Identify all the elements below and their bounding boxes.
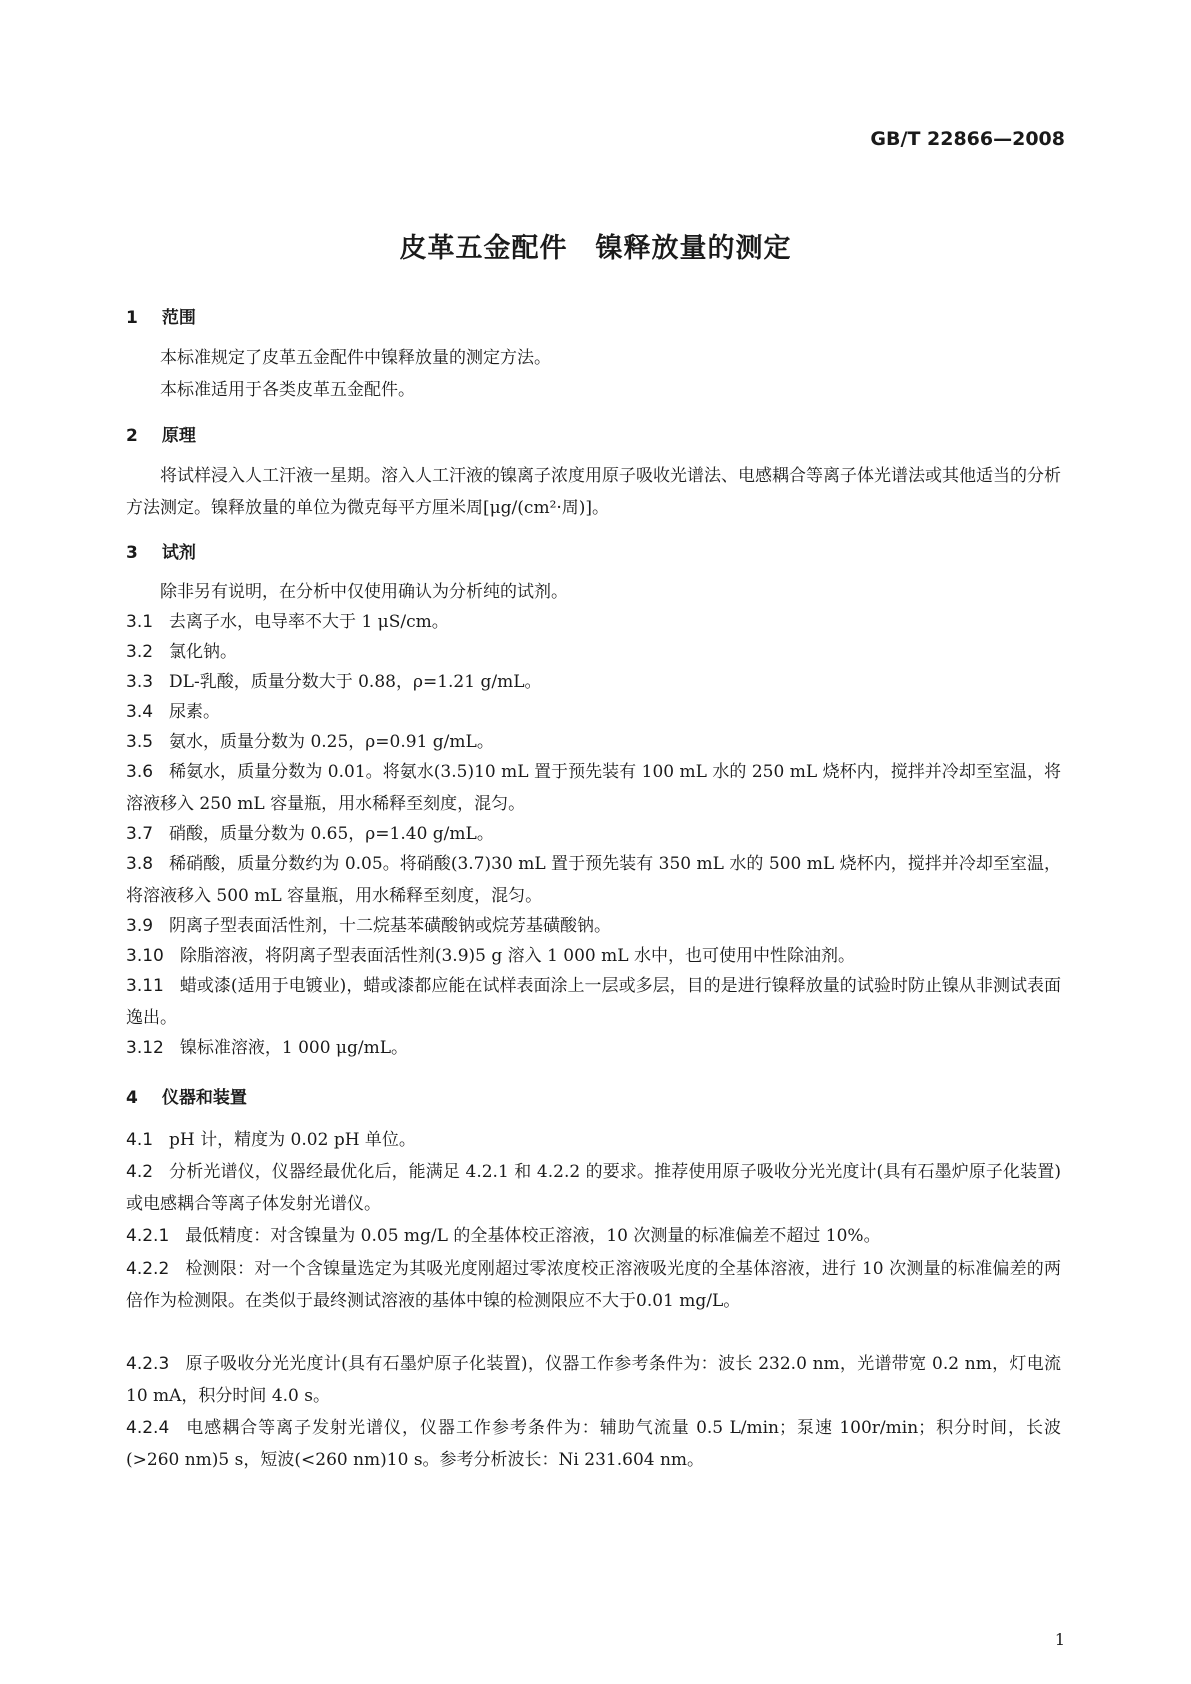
list-item	[126, 940, 1061, 972]
paragraph: 本标准规定了皮革五金配件中镍释放量的测定方法。	[160, 348, 551, 368]
item-number: 3.6	[126, 762, 154, 782]
list-item	[126, 696, 1061, 728]
item-text: 氯化钠。	[169, 642, 238, 662]
section-number: 3	[126, 543, 138, 563]
list-item	[126, 726, 1061, 758]
item-text: 稀氨水，质量分数为 0.01。将氨水(3.5)10 mL 置于预先装有 100 mL 水的 250 mL 烧杯内，搅拌并冷却至室温，将溶液移入 250 mL 容量瓶，用水稀释至刻度，混匀。	[126, 762, 1061, 814]
section-number: 2	[126, 426, 138, 446]
item-text: 检测限：对一个含镍量选定为其吸光度刚超过零浓度校正溶液吸光度的全基体溶液，进行 10 次测量的标准偏差的两倍作为检测限。在类似于最终测试溶液的基体中镍的检测限应不大于0.01 mg/L。	[126, 1259, 1061, 1311]
item-text: 除脂溶液，将阴离子型表面活性剂(3.9)5 g 溶入 1 000 mL 水中，也可使用中性除油剂。	[179, 946, 855, 966]
standard-code: GB/T 22866—2008	[870, 128, 1065, 150]
item-text: 硝酸，质量分数为 0.65，ρ=1.40 g/mL。	[169, 824, 494, 844]
list-item	[126, 756, 1061, 820]
list-item	[126, 818, 1061, 850]
document-title: 皮革五金配件 镍释放量的测定	[399, 233, 792, 264]
list-item	[126, 1348, 1061, 1412]
item-number: 3.7	[126, 824, 154, 844]
item-text: 尿素。	[169, 702, 221, 722]
section-number: 1	[126, 308, 138, 328]
item-number: 3.1	[126, 612, 154, 632]
paragraph: 除非另有说明，在分析中仅使用确认为分析纯的试剂。	[160, 582, 568, 602]
list-item	[126, 606, 1061, 638]
list-item	[126, 666, 1061, 698]
section-title: 试剂	[161, 543, 196, 563]
list-item	[126, 1220, 1061, 1252]
page-number: 1	[1054, 1630, 1065, 1649]
item-text: 分析光谱仪，仪器经最优化后，能满足 4.2.1 和 4.2.2 的要求。推荐使用原子吸收分光光度计(具有石墨炉原子化装置)或电感耦合等离子体发射光谱仪。	[126, 1162, 1061, 1214]
item-number: 4.1	[126, 1130, 154, 1150]
item-text: 最低精度：对含镍量为 0.05 mg/L 的全基体校正溶液，10 次测量的标准偏差不超过 10%。	[185, 1226, 881, 1246]
item-text: 稀硝酸，质量分数约为 0.05。将硝酸(3.7)30 mL 置于预先装有 350 mL 水的 500 mL 烧杯内，搅拌并冷却至室温，将溶液移入 500 mL 容量瓶，用水稀释至刻度，混匀。	[126, 854, 1061, 906]
item-number: 3.5	[126, 732, 154, 752]
item-text: 镍标准溶液，1 000 μg/mL。	[179, 1038, 408, 1058]
list-item	[126, 970, 1061, 1034]
list-item	[126, 1412, 1061, 1476]
list-item	[126, 1156, 1061, 1220]
item-number: 3.2	[126, 642, 154, 662]
section-heading-apparatus	[126, 1083, 247, 1108]
item-text: 去离子水，电导率不大于 1 μS/cm。	[169, 612, 449, 632]
paragraph: 本标准适用于各类皮革五金配件。	[160, 380, 415, 400]
item-text: 原子吸收分光光度计(具有石墨炉原子化装置)，仪器工作参考条件为：波长 232.0 nm，光谱带宽 0.2 nm，灯电流 10 mA，积分时间 4.0 s。	[126, 1354, 1061, 1406]
section-heading-scope	[126, 303, 196, 328]
item-number: 4.2.3	[126, 1354, 170, 1374]
section-title: 仪器和装置	[161, 1088, 247, 1108]
section-heading-principle	[126, 421, 196, 446]
paragraph: 将试样浸入人工汗液一星期。溶入人工汗液的镍离子浓度用原子吸收光谱法、电感耦合等离子体光谱法或其他适当的分析方法测定。镍释放量的单位为微克每平方厘米周[μg/(cm²·周)]。	[126, 466, 1061, 518]
item-text: 蜡或漆(适用于电镀业)，蜡或漆都应能在试样表面涂上一层或多层，目的是进行镍释放量的试验时防止镍从非测试表面逸出。	[126, 976, 1061, 1028]
list-item	[126, 1253, 1061, 1317]
item-number: 3.11	[126, 976, 164, 996]
item-number: 3.10	[126, 946, 164, 966]
item-text: 阴离子型表面活性剂，十二烷基苯磺酸钠或烷芳基磺酸钠。	[169, 916, 612, 936]
item-number: 3.4	[126, 702, 154, 722]
item-number: 4.2.2	[126, 1259, 170, 1279]
item-number: 3.9	[126, 916, 154, 936]
item-text: 氨水，质量分数为 0.25，ρ=0.91 g/mL。	[169, 732, 494, 752]
list-item	[126, 1032, 1061, 1064]
list-item	[126, 1124, 1061, 1156]
item-number: 3.8	[126, 854, 154, 874]
section-title: 范围	[161, 308, 196, 328]
item-text: DL-乳酸，质量分数大于 0.88，ρ=1.21 g/mL。	[169, 672, 542, 692]
item-number: 4.2	[126, 1162, 154, 1182]
list-item	[126, 910, 1061, 942]
item-number: 3.12	[126, 1038, 164, 1058]
section-heading-reagents	[126, 538, 196, 563]
item-number: 3.3	[126, 672, 154, 692]
list-item	[126, 636, 1061, 668]
item-number: 4.2.1	[126, 1226, 170, 1246]
item-text: 电感耦合等离子发射光谱仪，仪器工作参考条件为：辅助气流量 0.5 L/min；泵速 100r/min；积分时间，长波(>260 nm)5 s，短波(<260 nm)10 s。参考分析波长：Ni 231.604 nm。	[126, 1418, 1061, 1470]
section-number: 4	[126, 1088, 138, 1108]
item-text: pH 计，精度为 0.02 pH 单位。	[169, 1130, 416, 1150]
section-title: 原理	[161, 426, 196, 446]
item-number: 4.2.4	[126, 1418, 170, 1438]
list-item	[126, 848, 1061, 912]
